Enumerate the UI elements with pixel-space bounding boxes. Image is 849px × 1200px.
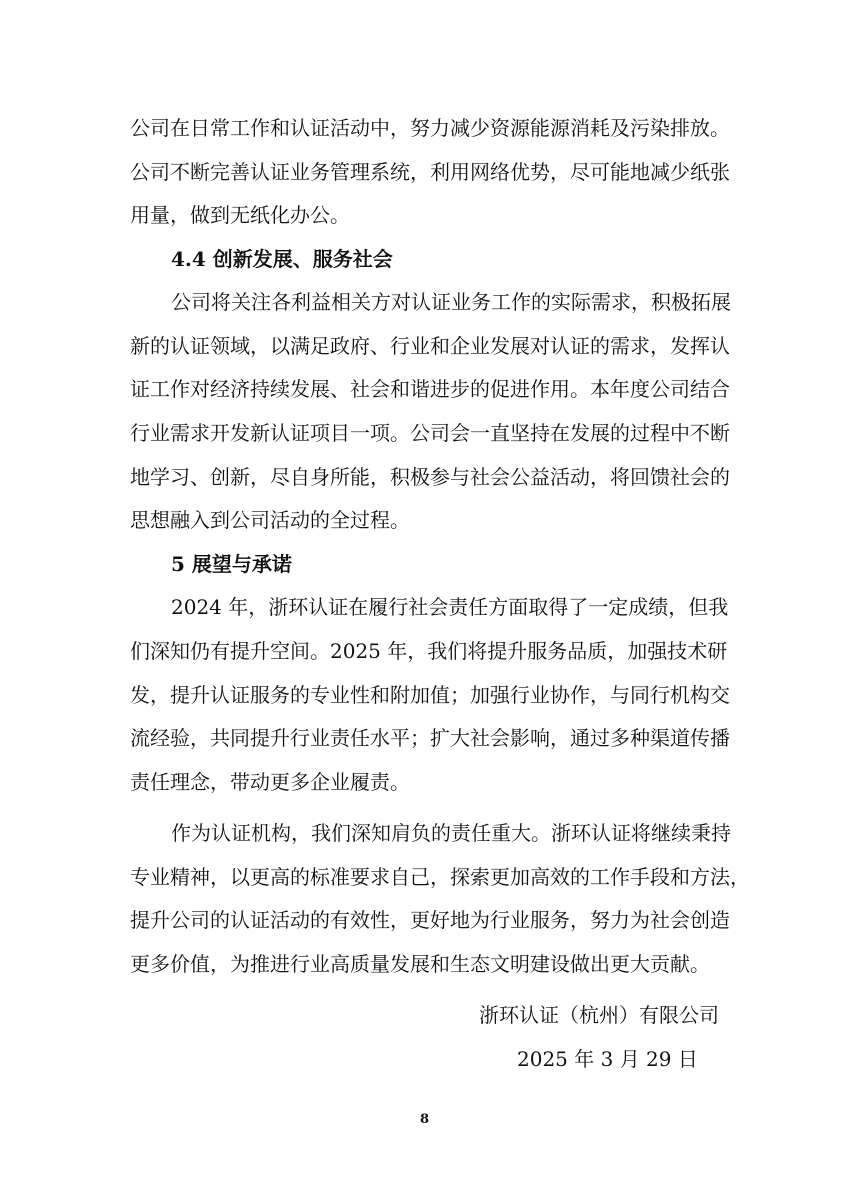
paragraph-line: 新的认证领域，以满足政府、行业和企业发展对认证的需求，发挥认	[130, 334, 730, 358]
paragraph-line: 用量，做到无纸化办公。	[130, 203, 350, 227]
paragraph-line: 公司在日常工作和认证活动中，努力减少资源能源消耗及污染排放。	[130, 116, 730, 140]
paragraph-line: 公司将关注各利益相关方对认证业务工作的实际需求，积极拓展	[171, 290, 731, 314]
signature-company: 浙环认证（杭州）有限公司	[479, 1003, 719, 1027]
paragraph-line: 流经验，共同提升行业责任水平；扩大社会影响，通过多种渠道传播	[130, 726, 730, 750]
paragraph-line: 行业需求开发新认证项目一项。公司会一直坚持在发展的过程中不断	[130, 421, 730, 445]
paragraph-line: 作为认证机构，我们深知肩负的责任重大。浙环认证将继续秉持	[171, 821, 731, 845]
paragraph-line: 2024 年，浙环认证在履行社会责任方面取得了一定成绩，但我	[171, 595, 729, 619]
paragraph-line: 地学习、创新，尽自身所能，积极参与社会公益活动，将回馈社会的	[130, 465, 730, 489]
paragraph-line: 更多价值，为推进行业高质量发展和生态文明建设做出更大贡献。	[130, 952, 710, 976]
paragraph-line: 们深知仍有提升空间。2025 年，我们将提升服务品质，加强技术研	[130, 639, 728, 663]
section-heading-5: 5 展望与承诺	[171, 552, 292, 576]
paragraph-line: 思想融入到公司活动的全过程。	[130, 508, 410, 532]
section-heading-4-4: 4.4 创新发展、服务社会	[171, 247, 393, 271]
paragraph-line: 专业精神，以更高的标准要求自己，探索更加高效的工作手段和方法，	[130, 865, 750, 889]
signature-date: 2025 年 3 月 29 日	[517, 1047, 698, 1071]
paragraph-line: 提升公司的认证活动的有效性，更好地为行业服务，努力为社会创造	[130, 908, 730, 932]
page-number: 8	[419, 1112, 430, 1127]
paragraph-line: 证工作对经济持续发展、社会和谐进步的促进作用。本年度公司结合	[130, 377, 730, 401]
paragraph-line: 发，提升认证服务的专业性和附加值；加强行业协作，与同行机构交	[130, 683, 730, 707]
paragraph-line: 责任理念，带动更多企业履责。	[130, 770, 410, 794]
paragraph-line: 公司不断完善认证业务管理系统，利用网络优势，尽可能地减少纸张	[130, 160, 730, 184]
